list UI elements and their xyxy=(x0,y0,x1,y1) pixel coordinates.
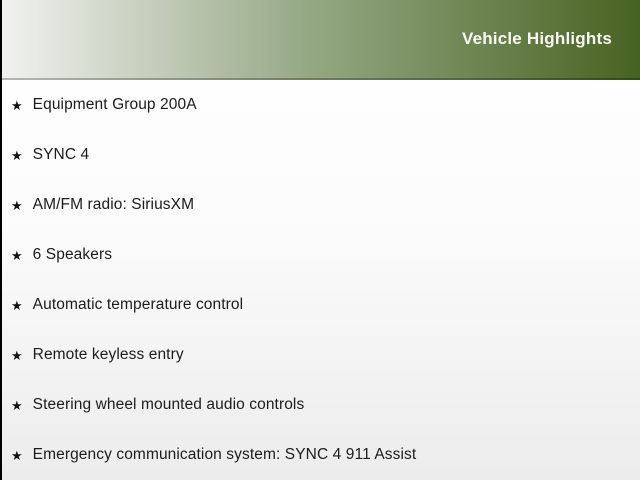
star-bullet-icon: ★ xyxy=(11,197,23,213)
list-item xyxy=(2,80,640,130)
list-item xyxy=(2,230,640,280)
panel-header xyxy=(2,0,640,80)
list-item-label: SYNC 4 xyxy=(32,146,90,163)
panel-title: Vehicle Highlights xyxy=(461,29,612,48)
star-bullet-icon: ★ xyxy=(11,447,23,463)
list-item-label: Remote keyless entry xyxy=(32,346,184,363)
list-item xyxy=(2,330,640,380)
list-item xyxy=(2,380,640,430)
list-item-label: Automatic temperature control xyxy=(32,296,244,313)
list-item xyxy=(2,130,640,180)
list-item-label: 6 Speakers xyxy=(32,246,113,263)
list-item xyxy=(2,180,640,230)
star-bullet-icon: ★ xyxy=(11,247,23,263)
list-item-label: Equipment Group 200A xyxy=(32,96,197,113)
star-bullet-icon: ★ xyxy=(11,97,23,113)
star-bullet-icon: ★ xyxy=(11,397,23,413)
list-item-label: Steering wheel mounted audio controls xyxy=(32,396,305,413)
list-item xyxy=(2,280,640,330)
list-item xyxy=(2,430,640,480)
star-bullet-icon: ★ xyxy=(11,297,23,313)
list-item-label: Emergency communication system: SYNC 4 911 Assist xyxy=(32,446,417,463)
list-item-label: AM/FM radio: SiriusXM xyxy=(32,196,195,213)
star-bullet-icon: ★ xyxy=(11,347,23,363)
highlights-list xyxy=(2,80,640,480)
star-bullet-icon: ★ xyxy=(11,147,23,163)
